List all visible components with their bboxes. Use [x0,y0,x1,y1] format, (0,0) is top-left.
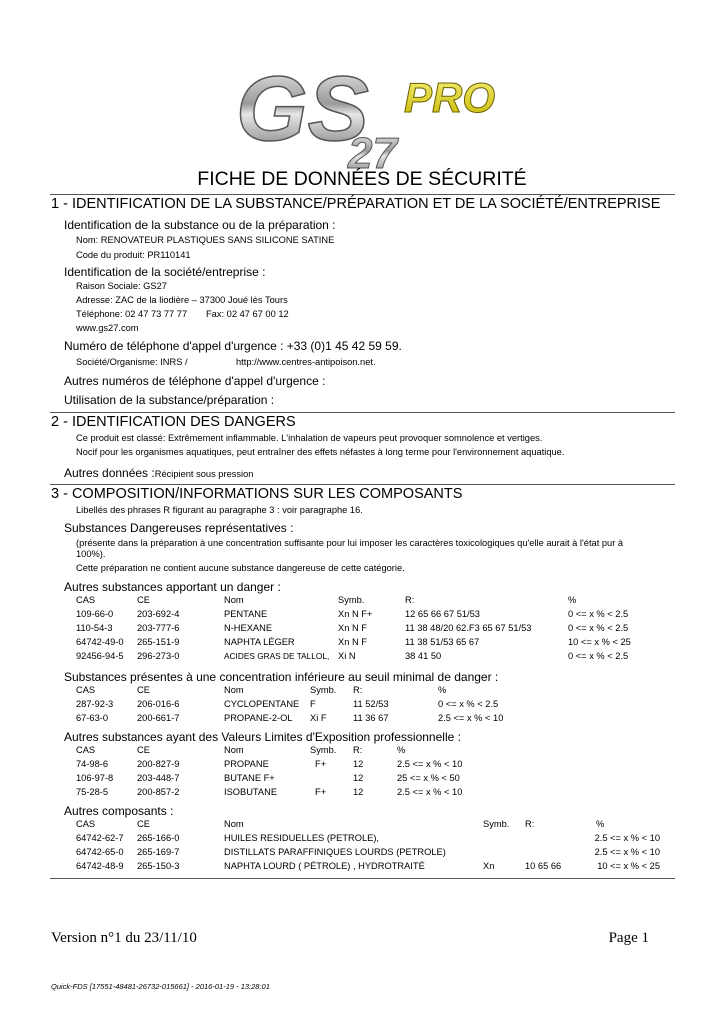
cell-ce: 203-692-4 [137,609,180,619]
cell-percent: 2.5 <= x % < 10 [397,759,463,769]
cell-r: 11 38 48/20 62.F3 65 67 51/53 [405,623,532,633]
other-data [64,464,253,482]
header-ce: CE [137,745,150,755]
cell-nom: BUTANE F+ [224,773,275,783]
cell-r: 12 [353,773,364,783]
cell-r: 12 [353,787,364,797]
organisation-url[interactable]: http://www.centres-antipoison.net. [236,357,376,367]
cell-r: 12 65 66 67 51/53 [405,609,480,619]
header-percent: % [438,685,447,695]
cell-percent: 2.5 <= x % < 10 [594,847,660,857]
header-percent: % [596,819,605,829]
cell-percent: 25 <= x % < 50 [397,773,460,783]
organisation: Société/Organisme: INRS / [76,357,188,367]
cell-nom: PROPANE-2-OL [224,713,293,723]
presence-note-line2: 100%). [76,549,106,559]
cell-ce: 265-169-7 [137,847,180,857]
table-row [0,759,724,771]
svg-text:GS: GS [236,60,369,160]
cell-r: 12 [353,759,364,769]
table-title: Substances présentes à une concentration inférieure au seuil minimal de danger : [64,670,499,684]
cell-cas: 75-28-5 [76,787,109,797]
cell-cas: 67-63-0 [76,713,109,723]
cell-cas: 110-54-3 [76,623,113,633]
cell-percent: 10 <= x % < 25 [568,637,631,647]
cell-percent: 0 <= x % < 2.5 [568,651,629,661]
cell-symb: Xi F [310,713,327,723]
header-ce: CE [137,819,150,829]
cell-percent: 0 <= x % < 2.5 [438,699,499,709]
cell-percent: 0 <= x % < 2.5 [568,609,629,619]
cell-r: 11 52/53 [353,699,389,709]
divider [50,878,675,879]
cell-percent: 2.5 <= x % < 10 [594,833,660,843]
other-data-label: Autres données : [64,466,155,480]
cell-nom: ISOBUTANE [224,787,278,797]
product-name: Nom: RENOVATEUR PLASTIQUES SANS SILICONE SATINE [76,235,335,245]
cell-cas: 64742-65-0 [76,847,124,857]
cell-ce: 200-827-9 [137,759,180,769]
cell-cas: 287-92-3 [76,699,114,709]
version: Version n°1 du 23/11/10 [51,930,197,946]
cell-r: 38 41 50 [405,651,442,661]
cell-nom: DISTILLATS PARAFFINIQUES LOURDS (PETROLE) [224,847,446,857]
header-percent: % [568,595,577,605]
table-row [0,609,724,621]
divider [50,484,675,485]
cell-symb: F+ [315,787,327,797]
cell-nom: PROPANE [224,759,269,769]
header-r: R: [525,819,535,829]
cell-ce: 265-166-0 [137,833,180,843]
header-r: R: [353,685,363,695]
cell-percent: 0 <= x % < 2.5 [568,623,629,633]
cell-cas: 106-97-8 [76,773,114,783]
table-row [0,847,724,859]
header-symb: Symb. [338,595,365,605]
header-nom: Nom [224,745,244,755]
cell-nom: N-HEXANE [224,623,273,633]
cell-cas: 64742-48-9 [76,861,124,871]
other-emergency-numbers: Autres numéros de téléphone d'appel d'urgence : [64,374,326,388]
divider [50,412,675,413]
cell-r: 11 38 51/53 65 67 [405,637,480,647]
substance-identification-label: Identification de la substance ou de la préparation : [64,218,336,232]
page-number: Page 1 [608,930,649,946]
cell-nom: NAPHTA LOURD ( PÉTROLE) , HYDROTRAITÉ [224,861,425,871]
r-phrases-note: Libellés des phrases R figurant au paragraphe 3 : voir paragraphe 16. [76,505,363,515]
header-cas: CAS [76,819,96,829]
company-address: Adresse: ZAC de la liodière – 37300 Joué lès Tours [76,295,288,305]
svg-text:27: 27 [348,129,397,175]
cell-cas: 74-98-6 [76,759,109,769]
table-row [0,773,724,785]
header-nom: Nom [224,595,244,605]
header-cas: CAS [76,595,96,605]
section-3-heading: 3 - COMPOSITION/INFORMATIONS SUR LES COMPOSANTS [51,486,463,502]
cell-nom: NAPHTA LÉGER [224,637,295,647]
cell-r: 11 36 67 [353,713,389,723]
table-header-row [0,685,724,697]
cell-ce: 296-273-0 [137,651,180,661]
cell-nom: CYCLOPENTANE [224,699,300,709]
header-percent: % [397,745,406,755]
cell-symb: Xn N F [338,623,367,633]
company-phone: Téléphone: 02 47 73 77 77 [76,309,188,319]
emergency-phone: Numéro de téléphone d'appel d'urgence : +33 (0)1 45 42 59 59. [64,339,402,353]
dangerous-substances-label: Substances Dangereuses représentatives : [64,521,294,535]
company-fax: Fax: 02 47 67 00 12 [206,309,289,319]
table-row [0,833,724,845]
cell-symb: Xn N F [338,637,367,647]
table-row [0,651,724,663]
header-ce: CE [137,595,150,605]
cell-symb: F [310,699,316,709]
header-symb: Symb. [310,685,337,695]
other-data-value: Récipient sous pression [154,469,254,479]
table-row [0,623,724,635]
header-cas: CAS [76,745,96,755]
header-r: R: [353,745,363,755]
table-header-row [0,745,724,757]
hazard-classification: Ce produit est classé: Extrêmement inflammable. L'inhalation de vapeurs peut provoquer somnolence et vertiges. [76,433,543,443]
cell-ce: 265-150-3 [137,861,180,871]
table-row [0,713,724,725]
quick-fds-footer: Quick-FDS [17551-48481-26732-015661] - 2016-01-19 - 13:28:01 [51,982,270,991]
cell-ce: 200-857-2 [137,787,180,797]
company-website[interactable]: www.gs27.com [76,323,139,333]
table-row [0,699,724,711]
header-r: R: [405,595,415,605]
company-identification-label: Identification de la société/entreprise : [64,265,266,279]
cell-percent: 2.5 <= x % < 10 [397,787,463,797]
cell-cas: 64742-49-0 [76,637,124,647]
header-nom: Nom [224,685,244,695]
cell-cas: 92456-94-5 [76,651,124,661]
cell-nom: PENTANE [224,609,268,619]
cell-symb: Xn N F+ [338,609,373,619]
table-header-row [0,819,724,831]
header-symb: Symb. [483,819,510,829]
table-row [0,861,724,873]
no-dangerous-substance-note: Cette préparation ne contient aucune substance dangereuse de cette catégorie. [76,563,405,573]
page-title: FICHE DE DONNÉES DE SÉCURITÉ [197,168,527,190]
svg-text:PRO: PRO [404,74,496,121]
cell-r: 10 65 66 [525,861,562,871]
hazard-environment: Nocif pour les organismes aquatiques, peut entraîner des effets néfastes à long terme pour l'environnement aquatique. [76,447,565,457]
gs27-pro-logo [236,60,506,175]
table-row [0,637,724,649]
section-1-heading: 1 - IDENTIFICATION DE LA SUBSTANCE/PRÉPARATION ET DE LA SOCIÉTÉ/ENTREPRISE [51,196,661,212]
header-nom: Nom [224,819,244,829]
header-cas: CAS [76,685,96,695]
cell-ce: 206-016-6 [137,699,180,709]
table-header-row [0,595,724,607]
company-name: Raison Sociale: GS27 [76,281,167,291]
presence-note-line1: (présente dans la préparation à une concentration suffisante pour lui imposer les caractères toxicologiques qu'elle aurait à l'état pur à [76,538,624,548]
table-row [0,787,724,799]
cell-symb: F+ [315,759,327,769]
cell-ce: 203-448-7 [137,773,180,783]
section-2-heading: 2 - IDENTIFICATION DES DANGERS [51,414,296,430]
cell-symb: Xn [483,861,495,871]
cell-nom: ACIDES GRAS DE TALLOL, [224,651,330,661]
header-symb: Symb. [310,745,337,755]
cell-percent: 10 <= x % < 25 [597,861,660,871]
product-code: Code du produit: PR110141 [76,250,191,260]
divider [50,194,675,195]
table-title: Autres composants : [64,804,174,818]
header-ce: CE [137,685,150,695]
cell-ce: 200-661-7 [137,713,180,723]
table-title: Autres substances apportant un danger : [64,580,281,594]
cell-symb: Xi N [338,651,356,661]
table-title: Autres substances ayant des Valeurs Limites d'Exposition professionnelle : [64,730,461,744]
cell-cas: 109-66-0 [76,609,114,619]
cell-ce: 265-151-9 [137,637,180,647]
substance-usage: Utilisation de la substance/préparation : [64,393,275,407]
cell-cas: 64742-62-7 [76,833,124,843]
cell-nom: HUILES RESIDUELLES (PETROLE), [224,833,379,843]
cell-ce: 203-777-6 [137,623,180,633]
cell-percent: 2.5 <= x % < 10 [438,713,504,723]
